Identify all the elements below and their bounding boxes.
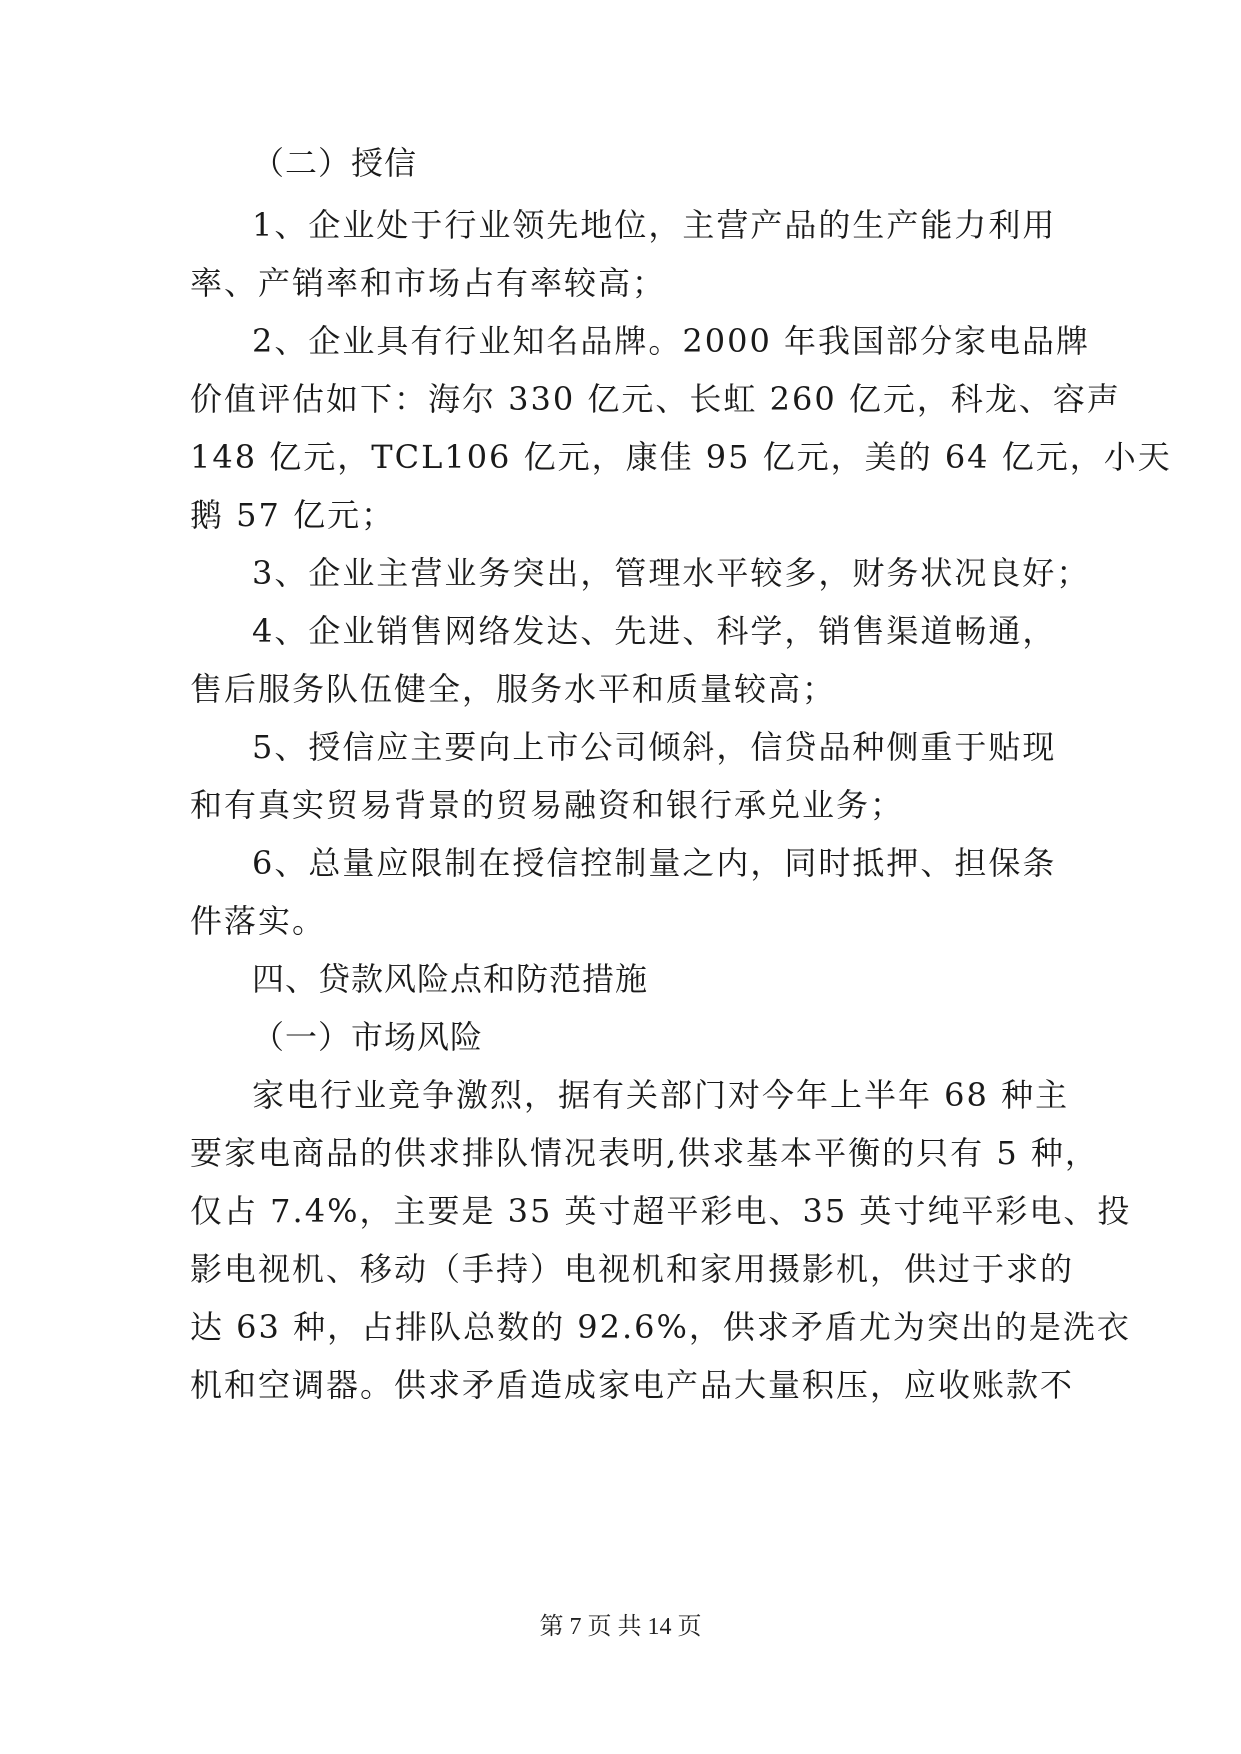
paragraph-6-line-2: 件落实。 [190, 902, 327, 940]
paragraph-6-line-1: 6、总量应限制在授信控制量之内，同时抵押、担保条 [252, 844, 1057, 882]
paragraph-4-line-1: 4、企业销售网络发达、先进、科学，销售渠道畅通， [252, 612, 1057, 650]
paragraph-3-line-1: 3、企业主营业务突出，管理水平较多，财务状况良好； [252, 554, 1091, 592]
paragraph-4-line-2: 售后服务队伍健全，服务水平和质量较高； [190, 670, 837, 708]
paragraph-7-line-2: 要家电商品的供求排队情况表明,供求基本平衡的只有 5 种， [190, 1134, 1099, 1172]
paragraph-2-line-3: 148 亿元，TCL106 亿元，康佳 95 亿元，美的 64 亿元，小天 [190, 438, 1172, 476]
paragraph-7-line-5: 达 63 种，占排队总数的 92.6%，供求矛盾尤为突出的是洗衣 [190, 1308, 1131, 1346]
paragraph-2-line-4: 鹅 57 亿元； [190, 496, 396, 534]
paragraph-7-line-4: 影电视机、移动（手持）电视机和家用摄影机，供过于求的 [190, 1250, 1075, 1288]
paragraph-2-line-2: 价值评估如下：海尔 330 亿元、长虹 260 亿元，科龙、容声 [190, 380, 1121, 418]
paragraph-5-line-2: 和有真实贸易背景的贸易融资和银行承兑业务； [190, 786, 905, 824]
paragraph-5-line-1: 5、授信应主要向上市公司倾斜，信贷品种侧重于贴现 [252, 728, 1057, 766]
section-heading-loan-risk: 四、贷款风险点和防范措施 [252, 960, 649, 998]
paragraph-1-line-1: 1、企业处于行业领先地位，主营产品的生产能力利用 [252, 206, 1057, 244]
paragraph-7-line-3: 仅占 7.4%，主要是 35 英寸超平彩电、35 英寸纯平彩电、投 [190, 1192, 1132, 1230]
subsection-heading-market-risk: （一）市场风险 [252, 1018, 484, 1056]
paragraph-7-line-1: 家电行业竞争激烈，据有关部门对今年上半年 68 种主 [252, 1076, 1070, 1114]
paragraph-7-line-6: 机和空调器。供求矛盾造成家电产品大量积压，应收账款不 [190, 1366, 1075, 1404]
section-heading-credit: （二）授信 [252, 144, 418, 182]
paragraph-1-line-2: 率、产销率和市场占有率较高； [190, 264, 667, 302]
paragraph-2-line-1: 2、企业具有行业知名品牌。2000 年我国部分家电品牌 [252, 322, 1090, 360]
page-number-footer: 第 7 页 共 14 页 [539, 1614, 702, 1640]
